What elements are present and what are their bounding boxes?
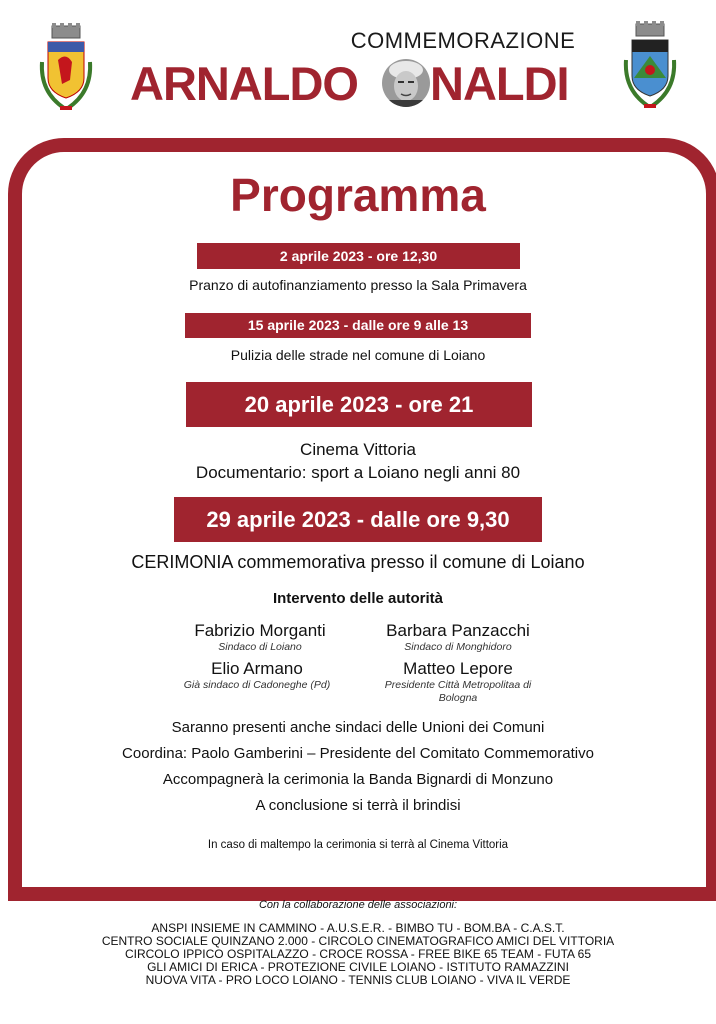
- authority-name: Fabrizio Morganti: [194, 621, 326, 640]
- authority-role: Presidente Città Metropolitaa di Bologna: [384, 679, 532, 704]
- portrait-photo: [381, 58, 431, 108]
- program-title: Programma: [230, 169, 486, 221]
- note-line: Saranno presenti anche sindaci delle Unioni dei Comuni: [171, 719, 545, 736]
- event-description: Pranzo di autofinanziamento presso la Sala Primavera: [189, 277, 527, 293]
- associations-line: ANSPI INSIEME IN CAMMINO - A.U.S.E.R. - BIMBO TU - BOM.BA - C.A.S.T.: [151, 921, 565, 935]
- weather-note: In caso di maltempo la cerimonia si terrà al Cinema Vittoria: [207, 839, 509, 851]
- header-name-first: ARNALDO: [130, 57, 358, 110]
- loiano-coat-of-arms: [36, 22, 96, 114]
- note-line: Coordina: Paolo Gamberini – Presidente del Comitato Commemorativo: [122, 745, 594, 762]
- authority-role: Sindaco di Monghidoro: [404, 641, 512, 653]
- event-description: Documentario: sport a Loiano negli anni 80: [195, 463, 521, 482]
- event-date-band: 2 aprile 2023 - ore 12,30: [197, 243, 520, 269]
- associations-list: [0, 922, 716, 987]
- footer-heading: Con la collaborazione delle associazioni:: [258, 899, 458, 911]
- authority-role: Già sindaco di Cadoneghe (Pd): [183, 679, 331, 691]
- monghidoro-coat-of-arms: [620, 20, 680, 112]
- header-subtitle: COMMEMORAZIONE: [350, 28, 576, 53]
- event-date-band: 29 aprile 2023 - dalle ore 9,30: [174, 497, 542, 542]
- authorities-heading: Intervento delle autorità: [272, 590, 444, 607]
- associations-line: NUOVA VITA - PRO LOCO LOIANO - TENNIS CLUB LOIANO - VIVA IL VERDE: [145, 973, 571, 987]
- event-date-band: 15 aprile 2023 - dalle ore 9 alle 13: [185, 313, 531, 338]
- event-date-band: 20 aprile 2023 - ore 21: [186, 382, 532, 427]
- associations-line: GLI AMICI DI ERICA - PROTEZIONE CIVILE LOIANO - ISTITUTO RAMAZZINI: [147, 960, 569, 974]
- note-line: A conclusione si terrà il brindisi: [255, 797, 461, 814]
- event-description: Cinema Vittoria: [300, 440, 416, 459]
- authority-name: Barbara Panzacchi: [386, 621, 530, 640]
- note-line: Accompagnerà la cerimonia la Banda Bignardi di Monzuno: [162, 771, 554, 788]
- header-name-last: NALDI: [430, 57, 569, 110]
- associations-line: CENTRO SOCIALE QUINZANO 2.000 - CIRCOLO CINEMATOGRAFICO AMICI DEL VITTORIA: [101, 934, 615, 948]
- ceremony-description: CERIMONIA commemorativa presso il comune di Loiano: [131, 552, 585, 572]
- authority-name: Matteo Lepore: [403, 659, 513, 678]
- event-description: Pulizia delle strade nel comune di Loiano: [230, 347, 486, 363]
- authority-role: Sindaco di Loiano: [218, 641, 302, 653]
- associations-line: CIRCOLO IPPICO OSPITALAZZO - CROCE ROSSA - FREE BIKE 65 TEAM - FUTA 65: [124, 947, 592, 961]
- authority-name: Elio Armano: [211, 659, 303, 678]
